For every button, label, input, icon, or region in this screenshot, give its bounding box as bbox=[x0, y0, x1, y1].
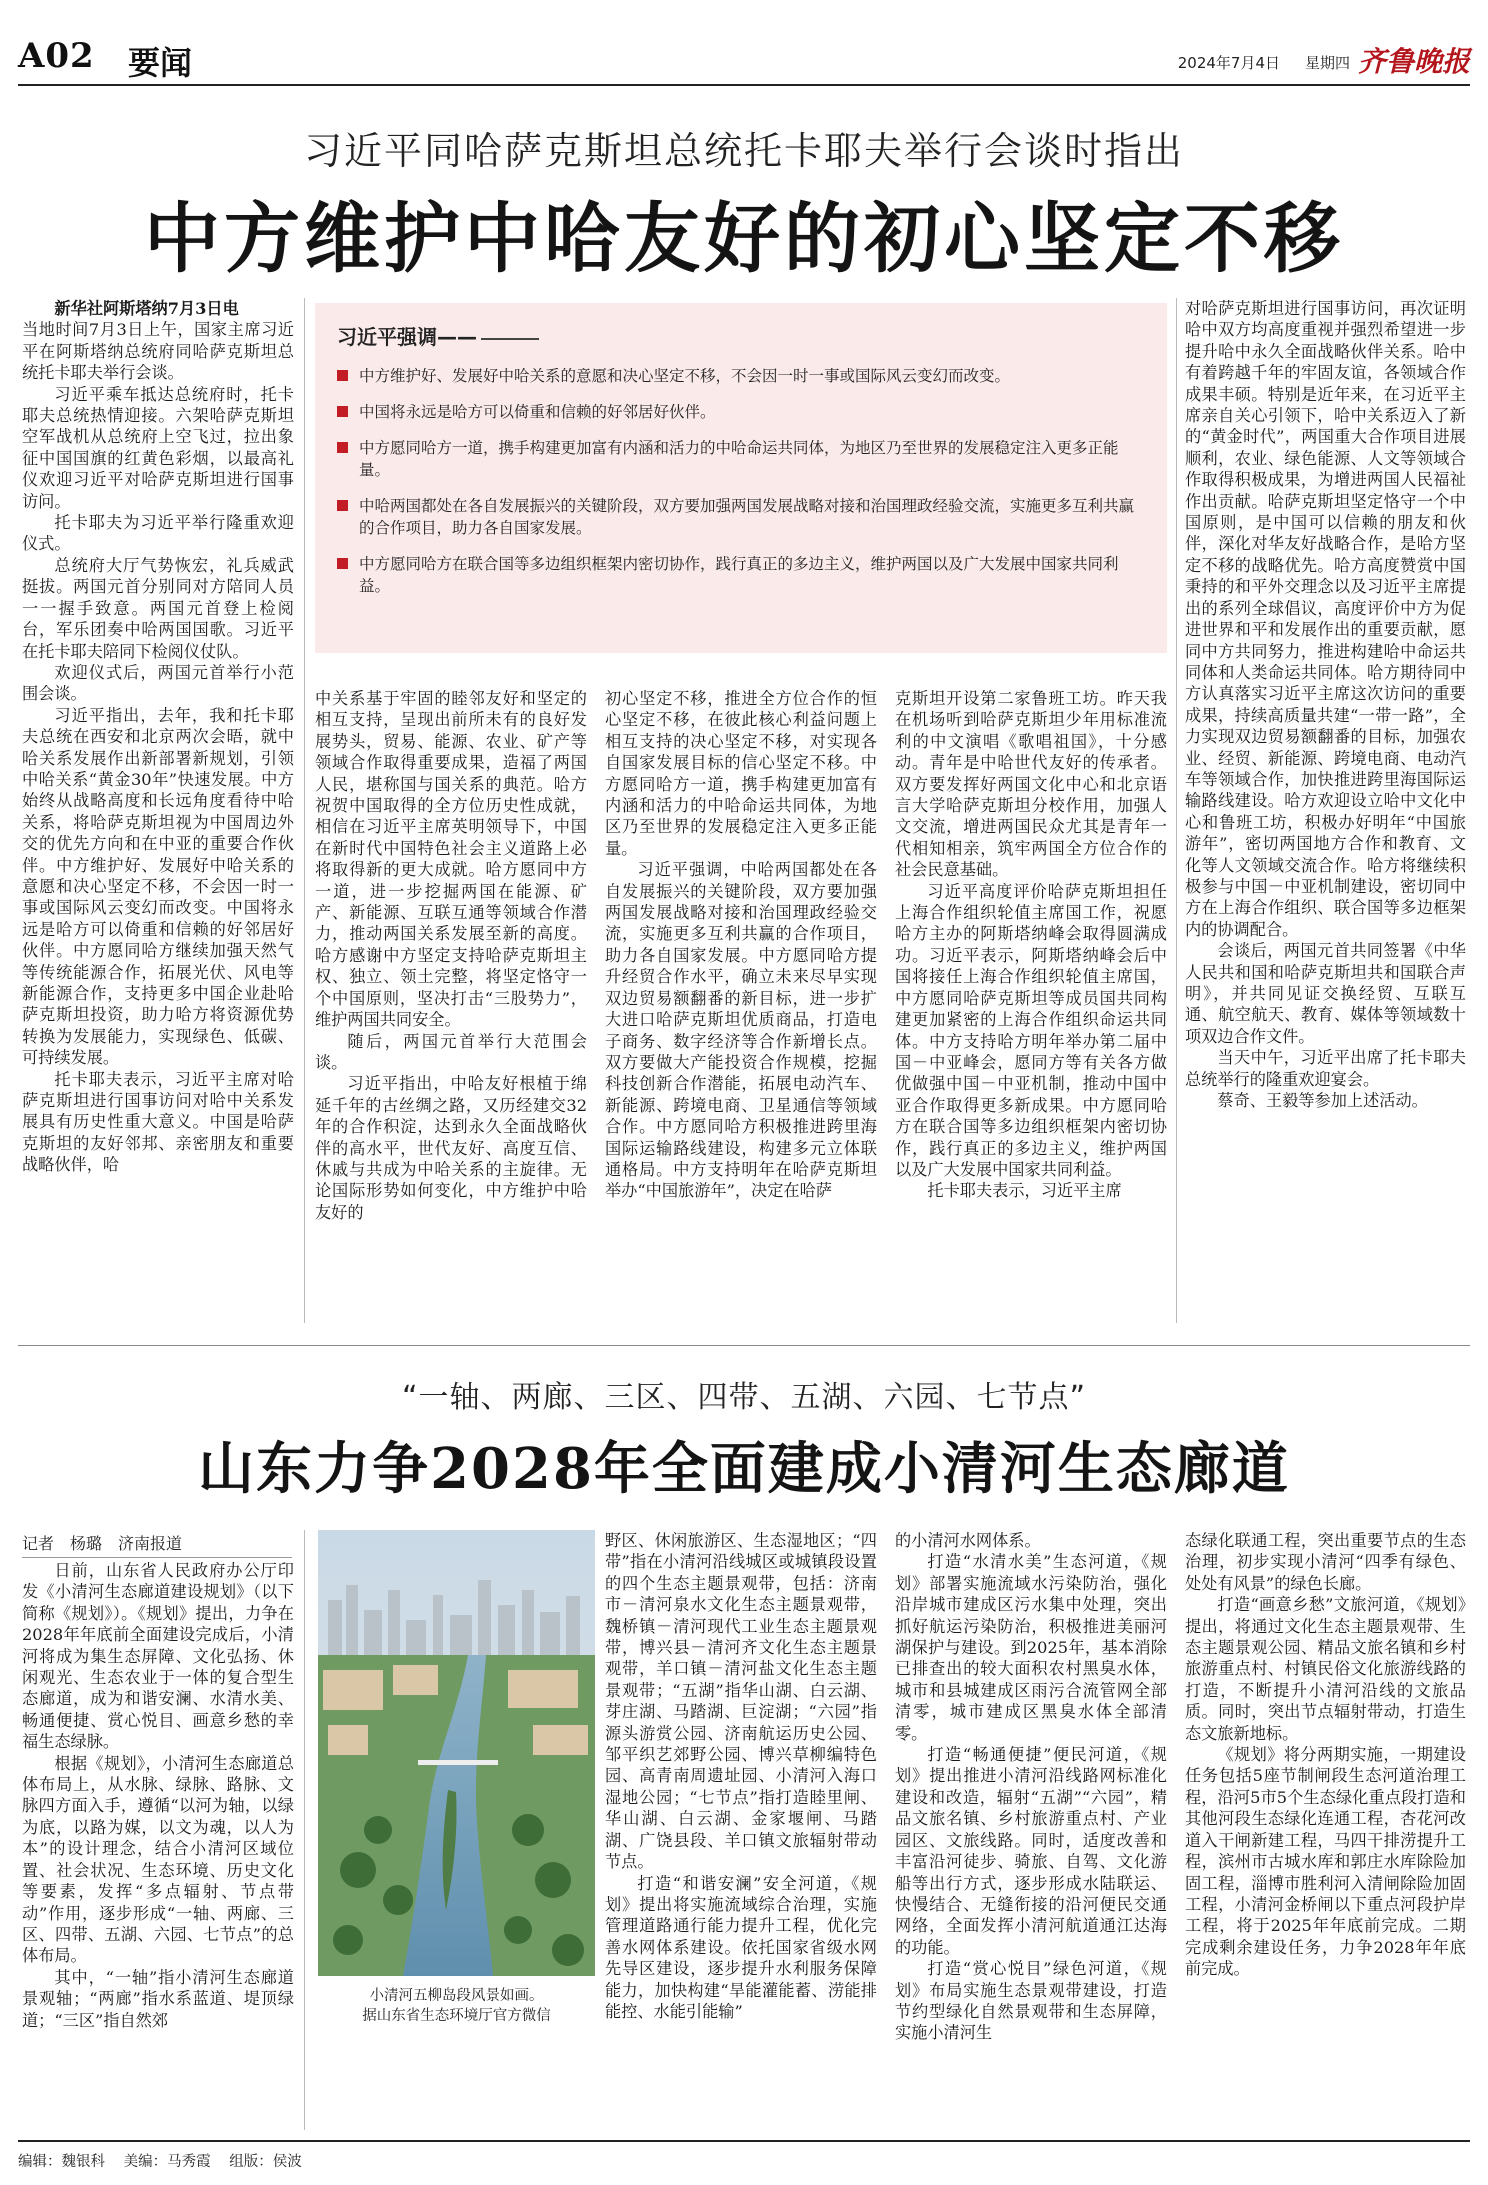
article1-column-5 bbox=[1185, 298, 1466, 1323]
paragraph: 随后，两国元首举行大范围会谈。 bbox=[315, 1031, 587, 1072]
article2-column-1 bbox=[22, 1560, 294, 2130]
highlight-item: 中方愿同哈方一道，携手构建更加富有内涵和活力的中哈命运共同体，为地区乃至世界的发展稳定注入更多正能量。 bbox=[335, 437, 1145, 481]
highlight-box bbox=[315, 303, 1167, 653]
article2-kicker: “一轴、两廊、三区、四带、五湖、六园、七节点” bbox=[401, 1380, 1087, 1415]
paragraph: 克斯坦开设第二家鲁班工坊。昨天我在机场听到哈萨克斯坦少年用标准流利的中文演唱《歌唱祖国》，十分感动。青年是中哈世代友好的传承者。双方要发挥好两国文化中心和北京语言大学哈萨克斯坦分校作用，加强人文交流，增进两国民众尤其是青年一代相知相亲，筑牢两国全方位合作的社会民意基础。 bbox=[895, 689, 1167, 880]
article2-byline: 记者 杨璐 济南报道 bbox=[22, 1531, 292, 1558]
highlight-box-title-text: 习近平强调—— bbox=[337, 325, 477, 349]
article1-title: 中方维护中哈友好的初心坚定不移 bbox=[144, 194, 1344, 283]
article2-column-3 bbox=[895, 1530, 1167, 2130]
paragraph: 中关系基于牢固的睦邻友好和坚定的相互支持，呈现出前所未有的良好发展势头，贸易、能源、农业、矿产等领域合作取得重要成果，造福了两国人民，堪称国与国关系的典范。哈方祝贺中国取得的全方位历史性成就，相信在习近平主席英明领导下，中国在新时代中国特色社会主义道路上必将取得新的更大成就。哈方愿同中方一道，进一步挖掘两国在能源、矿产、新能源、互联互通等领域合作潜力，推动两国关系发展至新的高度。哈方感谢中方坚定支持哈萨克斯坦主权、独立、领土完整，将坚定恪守一个中国原则，坚决打击“三股势力”，维护两国共同安全。 bbox=[315, 689, 587, 1030]
page-number: A02 bbox=[18, 36, 95, 76]
paragraph: 打造“和谐安澜”安全河道，《规划》提出将实施流域综合治理，实施管理道路通行能力提升工程，优化完善水网体系建设。依托国家省级水网先导区建设，逐步提升水利服务保障能力，加快构建“旱能灌能蓄、涝能排能控、水能引能输” bbox=[605, 1873, 877, 2021]
footer-editor: 编辑：魏银科 bbox=[18, 2154, 105, 2170]
highlight-item: 中方维护好、发展好中哈关系的意愿和决心坚定不移，不会因一时一事或国际风云变幻而改变。 bbox=[335, 365, 1145, 387]
paragraph: 态绿化联通工程，突出重要节点的生态治理，初步实现小清河“四季有绿色、处处有风景”的绿色长廊。 bbox=[1185, 1531, 1466, 1593]
article1-kicker: 习近平同哈萨克斯坦总统托卡耶夫举行会谈时指出 bbox=[303, 129, 1184, 173]
paragraph: 蔡奇、王毅等参加上述活动。 bbox=[1217, 1091, 1428, 1111]
article1-column-2 bbox=[315, 688, 587, 1323]
paragraph: 《规划》将分两期实施，一期建设任务包括5座节制闸段生态河道治理工程，沿河5市5个生态绿化重点段打造和其他河段生态绿化连通工程，杏花河改道入干闸新建工程，马四干排涝提升工程，滨州市古城水库和郭庄水库除险加固工程，淄博市胜利河入清闸除险加固工程，小清河金桥闸以下重点河段护岸工程，将于2025年年底前完成。二期完成剩余建设任务，力争2028年年底前完成。 bbox=[1185, 1745, 1466, 1979]
photo-caption bbox=[318, 1986, 595, 2026]
river-aerial-image bbox=[318, 1530, 595, 1976]
article2-column-2 bbox=[605, 1530, 877, 2130]
footer-art-editor: 美编：马秀霞 bbox=[123, 2154, 211, 2170]
highlight-box-title bbox=[337, 321, 539, 350]
article-divider bbox=[18, 1345, 1470, 1346]
article2-title: 山东力争2028年全面建成小清河生态廊道 bbox=[198, 1436, 1290, 1502]
paragraph: 习近平指出，去年，我和托卡耶夫总统在西安和北京两次会晤，就中哈关系发展作出新部署新规划，引领中哈关系“黄金30年”快速发展。中方始终从战略高度和长远角度看待中哈关系，将哈萨克斯坦视为中国周边外交的优先方向和在中亚的重要合作伙伴。中方维护好、发展好中哈关系的意愿和决心坚定不移，不会因一时一事或国际风云变幻而改变。中国将永远是哈方可以倚重和信赖的好邻居好伙伴。中方愿同哈方继续加强天然气等传统能源合作，拓展光伏、风电等新能源合作，支持更多中国企业赴哈萨克斯坦投资，助力哈方将资源优势转换为发展能力，实现绿色、低碳、可持续发展。 bbox=[22, 705, 294, 1068]
paragraph: 打造“畅通便捷”便民河道，《规划》提出推进小清河沿线路网标准化建设和改造，辐射“五湖”“六园”，精品文旅名镇、乡村旅游重点村、产业园区、文旅线路。同时，适度改善和丰富沿河徒步、骑旅、自驾、文化游船等出行方式，逐步形成水陆联运、快慢结合、无缝衔接的沿河便民交通网络，全面发挥小清河航道通江达海的功能。 bbox=[895, 1745, 1167, 1957]
river-photo bbox=[318, 1530, 595, 1976]
paragraph: 日前，山东省人民政府办公厅印发《小清河生态廊道建设规划》（以下简称《规划》）。《规划》提出，力争在2028年年底前全面建设完成后，小清河将成为集生态屏障、文化弘扬、休闲观光、生态农业于一体的复合型生态廊道，成为和谐安澜、水清水美、畅通便捷、赏心悦目、画意乡愁的幸福生态绿脉。 bbox=[22, 1561, 294, 1752]
paragraph: 托卡耶夫表示，习近平主席对哈萨克斯坦进行国事访问对哈中关系发展具有历史性重大意义。中国是哈萨克斯坦的友好邻邦、亲密朋友和重要战略伙伴，哈 bbox=[22, 1069, 294, 1175]
photo-caption-text: 小清河五柳岛段风景如画。 bbox=[369, 1988, 544, 2004]
page-header bbox=[18, 30, 1470, 86]
article1-column-1 bbox=[22, 298, 294, 1323]
photo-credit: 据山东省生态环境厅官方微信 bbox=[362, 2008, 551, 2024]
highlight-item: 中方愿同哈方在联合国等多边组织框架内密切协作，践行真正的多边主义，维护两国以及广大发展中国家共同利益。 bbox=[335, 553, 1145, 597]
paragraph: 打造“画意乡愁”文旅河道，《规划》提出，将通过文化生态主题景观带、生态主题景观公园、精品文旅名镇和乡村旅游重点村、村镇民俗文化旅游线路的打造，不断提升小清河沿线的文旅品质。同时，突出节点辐射带动，打造生态文旅新地标。 bbox=[1185, 1595, 1466, 1743]
paragraph: 托卡耶夫表示，习近平主席 bbox=[927, 1181, 1122, 1201]
highlight-item: 中国将永远是哈方可以倚重和信赖的好邻居好伙伴。 bbox=[335, 401, 1145, 423]
paragraph: 对哈萨克斯坦进行国事访问，再次证明哈中双方均高度重视并强烈希望进一步提升哈中永久全面战略伙伴关系。哈中有着跨越千年的牢固友谊，各领域合作成果丰硕。特别是近年来，在习近平主席亲自关心引领下，哈中关系迈入了新的“黄金时代”，两国重大合作项目进展顺利，农业、绿色能源、人文等领域合作取得积极成果，为增进两国人民福祉作出贡献。哈萨克斯坦坚定恪守一个中国原则，是中国可以信赖的朋友和伙伴，深化对华友好战略合作，是哈方坚定不移的战略优先。哈方高度赞赏中国秉持的和平外交理念以及习近平主席提出的系列全球倡议，高度评价中方为促进世界和平和发展作出的重要贡献，愿同中方共同努力，推进构建哈中命运共同体和人类命运共同体。哈方期待同中方认真落实习近平主席这次访问的重要成果，持续高质量共建“一带一路”，全力实现双边贸易额翻番的目标，加强农业、经贸、新能源、跨境电商、电动汽车等领域合作，加快推进跨里海国际运输路线建设。哈方欢迎设立哈中文化中心和鲁班工坊，积极办好明年“中国旅游年”，密切两国地方合作和教育、文化等人文领域交流合作。哈方将继续积极参与中国－中亚机制建设，密切同中方在上海合作组织、联合国等多边框架内的协调配合。 bbox=[1185, 299, 1466, 939]
article1-column-4 bbox=[895, 688, 1167, 1323]
paragraph: 打造“赏心悦目”绿色河道，《规划》布局实施生态景观带建设，打造节约型绿化自然景观带和生态屏障，实施小清河生 bbox=[895, 1959, 1167, 2043]
column-divider bbox=[304, 1530, 305, 2130]
footer-layout: 组版：侯波 bbox=[229, 2154, 302, 2170]
issue-date: 2024年7月4日 bbox=[1177, 54, 1280, 72]
paragraph-text: 当地时间7月3日上午，国家主席习近平在阿斯塔纳总统府同哈萨克斯坦总统托卡耶夫举行会谈。 bbox=[22, 320, 294, 383]
paragraph: 会谈后，两国元首共同签署《中华人民共和国和哈萨克斯坦共和国联合声明》，并共同见证交换经贸、互联互通、航空航天、教育、媒体等领域数十项双边合作文件。 bbox=[1185, 941, 1466, 1046]
paragraph: 打造“水清水美”生态河道，《规划》部署实施流域水污染防治，强化沿岸城市建成区污水集中处理，突出抓好航运污染防治，积极推进美丽河湖保护与建设。到2025年，基本消除已排查出的较大面积农村黑臭水体，城市和县城建成区雨污合流管网全部清零，城市建成区黑臭水体全部清零。 bbox=[895, 1552, 1167, 1743]
paragraph: 总统府大厅气势恢宏，礼兵威武挺拔。两国元首分别同对方陪同人员一一握手致意。两国元首登上检阅台，军乐团奏中哈两国国歌。习近平在托卡耶夫陪同下检阅仪仗队。 bbox=[22, 555, 294, 661]
issue-weekday: 星期四 bbox=[1304, 54, 1350, 72]
article2-column-4 bbox=[1185, 1530, 1466, 2130]
paragraph: 当天中午，习近平出席了托卡耶夫总统举行的隆重欢迎宴会。 bbox=[1185, 1048, 1466, 1089]
paragraph: 习近平乘车抵达总统府时，托卡耶夫总统热情迎接。六架哈萨克斯坦空军战机从总统府上空飞过，拉出象征中国国旗的红黄色彩烟，以最高礼仪欢迎习近平对哈萨克斯坦进行国事访问。 bbox=[22, 384, 294, 511]
paragraph: 托卡耶夫为习近平举行隆重欢迎仪式。 bbox=[22, 513, 294, 554]
page-footer bbox=[18, 2140, 1470, 2171]
section-name: 要闻 bbox=[128, 44, 193, 82]
paragraph: 根据《规划》，小清河生态廊道总体布局上，从水脉、绿脉、路脉、文脉四方面入手，遵循“以河为轴，以绿为底，以路为媒，以文为魂，以人为本”的设计理念，结合小清河区域位置、社会状况、生态环境、历史文化等要素，发挥“多点辐射、节点带动”作用，逐步形成“一轴、两廊、三区、四带、五湖、六园、七节点”的总体布局。 bbox=[22, 1753, 294, 1966]
paragraph: 习近平指出，中哈友好根植于绵延千年的古丝绸之路，又历经建交32年的合作积淀，达到永久全面战略伙伴的高水平，世代友好、高度互信、休戚与共成为中哈关系的主旋律。无论国际形势如何变化，中方维护中哈友好的 bbox=[315, 1074, 587, 1222]
highlight-item: 中哈两国都处在各自发展振兴的关键阶段，双方要加强两国发展战略对接和治国理政经验交流，实施更多互利共赢的合作项目，助力各自国家发展。 bbox=[335, 495, 1145, 539]
paragraph: 野区、休闲旅游区、生态湿地区；“四带”指在小清河沿线城区或城镇段设置的四个生态主题景观带，包括：济南市－清河泉水文化生态主题景观带，魏桥镇－清河现代工业生态主题景观带，博兴县－清河齐文化生态主题景观带，羊口镇－清河盐文化生态主题景观带；“五湖”指华山湖、白云湖、芽庄湖、马踏湖、巨淀湖；“六园”指源头游赏公园、济南航运历史公园、邹平织艺郊野公园、博兴草柳编特色园、高青南周遗址园、小清河入海口湿地公园；“七节点”指打造睦里闸、华山湖、白云湖、金家堰闸、马踏湖、广饶县段、羊口镇文旅辐射带动节点。 bbox=[605, 1531, 877, 1872]
paragraph: 习近平强调，中哈两国都处在各自发展振兴的关键阶段，双方要加强两国发展战略对接和治国理政经验交流，实施更多互利共赢的合作项目，助力各自国家发展。中方愿同哈方提升经贸合作水平，确立未来尽早实现双边贸易额翻番的新目标，进一步扩大进口哈萨克斯坦优质商品，打造电子商务、数字经济等合作新增长点。双方要做大产能投资合作规模，挖掘科技创新合作潜能，拓展电动汽车、新能源、跨境电商、卫星通信等领域合作。中方愿同哈方积极推进跨里海国际运输路线建设，构建多元立体联通格局。中方支持明年在哈萨克斯坦举办“中国旅游年”，决定在哈萨 bbox=[605, 860, 877, 1201]
article1-dateline: 新华社阿斯塔纳7月3日电 bbox=[54, 299, 239, 318]
paragraph: 初心坚定不移，推进全方位合作的恒心坚定不移，在彼此核心利益问题上相互支持的决心坚定不移，对实现各自国家发展目标的信心坚定不移。中方愿同哈方一道，携手构建更加富有内涵和活力的中哈命运共同体，为地区乃至世界的发展稳定注入更多正能量。 bbox=[605, 689, 877, 858]
paragraph: 的小清河水网体系。 bbox=[895, 1531, 1041, 1550]
column-divider bbox=[1176, 298, 1177, 1323]
paragraph: 其中，“一轴”指小清河生态廊道景观轴；“两廊”指水系蓝道、堤顶绿道；“三区”指自然郊 bbox=[22, 1967, 294, 2030]
paragraph: 习近平高度评价哈萨克斯坦担任上海合作组织轮值主席国工作，祝愿哈方主办的阿斯塔纳峰会取得圆满成功。习近平表示，阿斯塔纳峰会后中国将接任上海合作组织轮值主席国，中方愿同哈萨克斯坦等成员国共同构建更加紧密的上海合作组织命运共同体。中方支持哈方明年举办第二届中国－中亚峰会，愿同方等有关各方做优做强中国－中亚机制，推动中国中亚合作取得更多新成果。中方愿同哈方在联合国等多边组织框架内密切协作，践行真正的多边主义，维护两国以及广大发展中国家共同利益。 bbox=[895, 881, 1167, 1179]
article1-column-3 bbox=[605, 688, 877, 1323]
highlight-box-list bbox=[335, 365, 1145, 611]
paragraph: 欢迎仪式后，两国元首举行小范围会谈。 bbox=[22, 662, 294, 704]
column-divider bbox=[304, 298, 305, 1323]
masthead-logo: 齐鲁晚报 bbox=[1357, 45, 1470, 78]
